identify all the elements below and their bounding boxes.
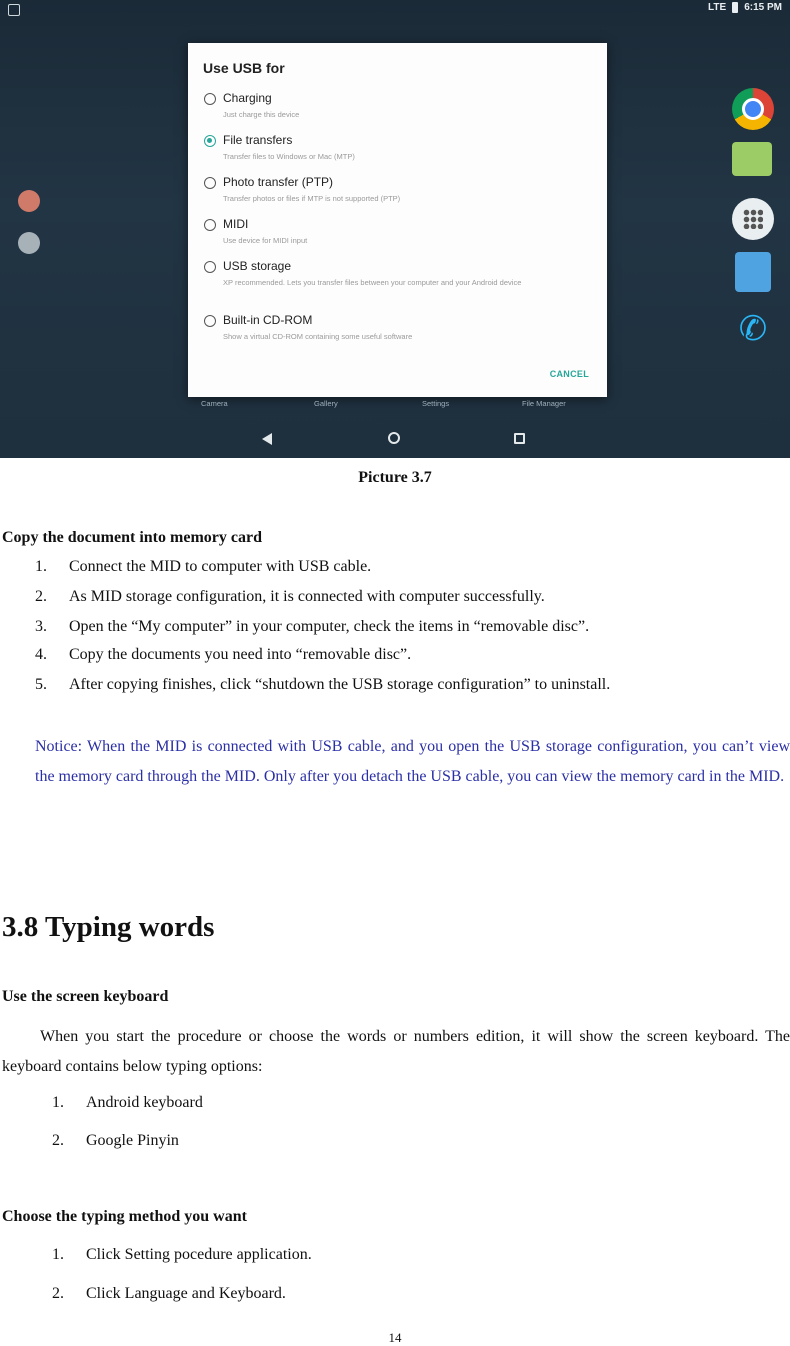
app-label[interactable]: Settings	[422, 399, 450, 408]
list-item: 2. Click Language and Keyboard.	[52, 1285, 286, 1302]
list-item: 1. Connect the MID to computer with USB cable.	[35, 558, 372, 575]
dialog-title: Use USB for	[203, 60, 285, 76]
status-clock: 6:15 PM	[744, 2, 782, 13]
usb-mode-dialog: Use USB for Charging Just charge this device File transfers Transfer files to Windows or Mac (MTP) Photo transfer (PTP) Transfer photos or files if MTP is not supported (PTP) MIDI Use device for MIDI input USB storage XP recommended. Lets you transfer files between your computer and your Android device Built-in CD-ROM Show a virtual CD-ROM containing some useful software CANCEL	[188, 43, 607, 397]
navigation-bar	[0, 420, 790, 458]
left-shortcut-icon[interactable]	[18, 190, 40, 212]
network-indicator: LTE	[708, 2, 727, 13]
messaging-icon[interactable]	[732, 142, 772, 176]
notification-icon	[8, 4, 20, 16]
app-label[interactable]: Gallery	[314, 399, 338, 408]
contacts-icon[interactable]	[735, 252, 771, 292]
list-item: 1. Android keyboard	[52, 1094, 203, 1111]
keyboard-paragraph: When you start the procedure or choose the words or numbers edition, it will show the screen keyboard. The keyboard contains below typing options:	[2, 1028, 790, 1075]
app-drawer-icon[interactable]	[732, 198, 774, 240]
battery-icon	[732, 2, 738, 13]
home-icon[interactable]	[388, 432, 400, 444]
list-item: 4. Copy the documents you need into “removable disc”.	[35, 646, 412, 663]
list-item: 2. Google Pinyin	[52, 1132, 179, 1149]
radio-button[interactable]	[204, 93, 216, 105]
radio-button[interactable]	[204, 177, 216, 189]
copy-heading: Copy the document into memory card	[2, 529, 262, 546]
section-title: 3.8 Typing words	[2, 911, 215, 943]
app-label[interactable]: File Manager	[522, 399, 566, 408]
page-number: 14	[388, 1330, 402, 1345]
radio-button[interactable]	[204, 261, 216, 273]
phone-icon[interactable]: ✆	[738, 311, 768, 348]
list-item: 5. After copying finishes, click “shutdown the USB storage configuration” to uninstall.	[35, 676, 611, 693]
status-bar	[0, 0, 790, 20]
app-label[interactable]: Camera	[201, 399, 228, 408]
method-heading: Choose the typing method you want	[2, 1208, 247, 1225]
notice-paragraph: Notice: When the MID is connected with USB cable, and you open the USB storage configuration, you can’t view the memory card through the MID. Only after you detach the USB cable, you can view the memory card in the MID.	[35, 738, 790, 785]
left-shortcut-icon[interactable]	[18, 232, 40, 254]
back-icon[interactable]	[262, 433, 272, 445]
list-item: 2. As MID storage configuration, it is connected with computer successfully.	[35, 588, 545, 605]
recent-apps-icon[interactable]	[514, 433, 525, 444]
cancel-button[interactable]: CANCEL	[549, 369, 589, 379]
radio-button[interactable]	[204, 219, 216, 231]
chrome-icon[interactable]	[732, 88, 774, 130]
list-item: 3. Open the “My computer” in your computer, check the items in “removable disc”.	[35, 618, 590, 635]
radio-button[interactable]	[204, 315, 216, 327]
radio-button[interactable]	[204, 135, 216, 147]
device-screenshot	[0, 0, 790, 458]
figure-caption: Picture 3.7	[358, 469, 432, 486]
keyboard-heading: Use the screen keyboard	[2, 988, 169, 1005]
list-item: 1. Click Setting pocedure application.	[52, 1246, 312, 1263]
